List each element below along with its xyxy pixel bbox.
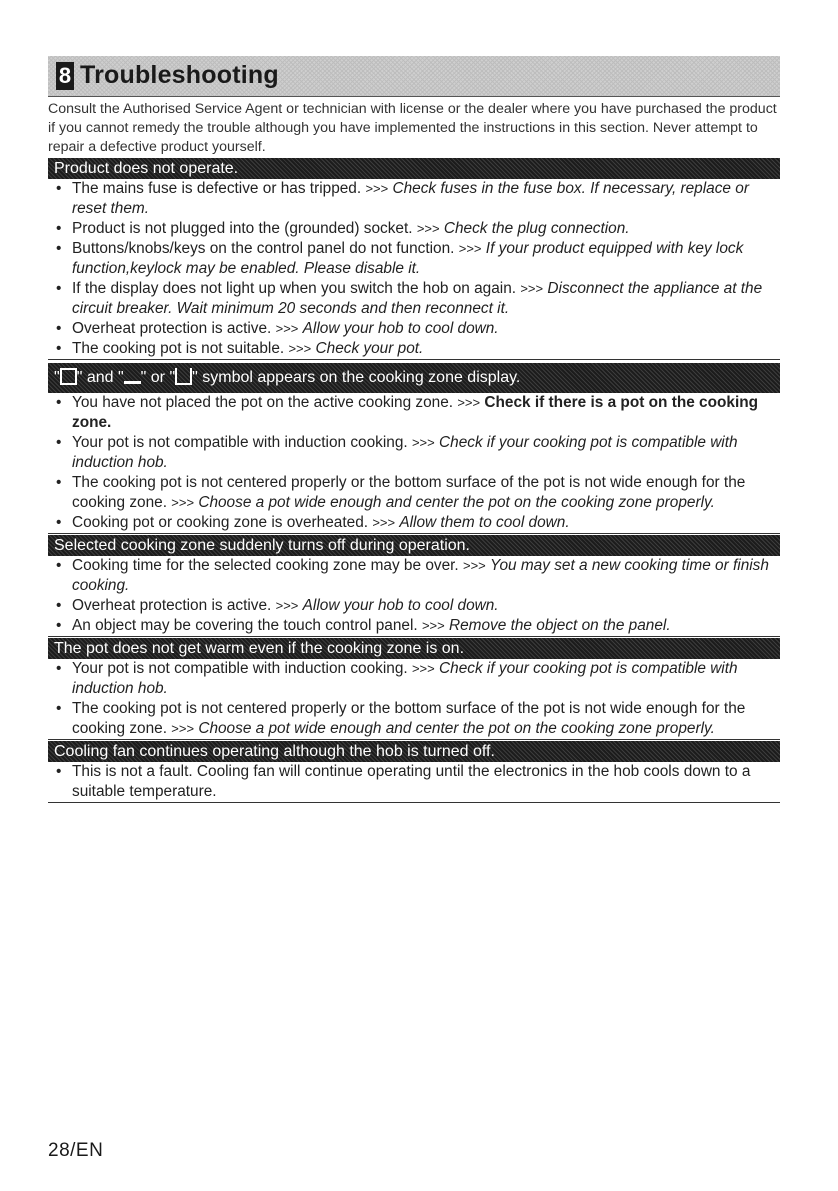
underscore-symbol-icon bbox=[124, 363, 141, 384]
section-title-pot-not-warm: The pot does not get warm even if the cooking zone is on. bbox=[48, 638, 780, 659]
u-symbol-icon bbox=[175, 368, 192, 385]
list-item: • The cooking pot is not suitable. >>> Check your pot. bbox=[56, 340, 424, 357]
page-number: 28/EN bbox=[48, 1140, 104, 1161]
section-title-product-not-operate: Product does not operate. bbox=[48, 158, 780, 179]
list-item: • Your pot is not compatible with induction cooking. >>> Check if your cooking pot is compatible with induction hob. bbox=[56, 660, 738, 697]
list-item: • The mains fuse is defective or has tripped. >>> Check fuses in the fuse box. If necessary, replace or reset them. bbox=[56, 180, 749, 217]
list-item: • Cooking time for the selected cooking zone may be over. >>> You may set a new cooking time or finish cooking. bbox=[56, 557, 769, 594]
list-item: • The cooking pot is not centered properly or the bottom surface of the pot is not wide enough for the cooking zone. >>> Choose a pot wide enough and center the pot on the cooking zone properly. bbox=[56, 700, 746, 737]
list-item: • If the display does not light up when you switch the hob on again. >>> Disconnect the appliance at the circuit breaker. Wait minimum 20 seconds and then reconnect it. bbox=[56, 280, 763, 317]
section-title-symbol-appears: " " and " " or " " symbol appears on the cooking zone display. bbox=[48, 363, 780, 393]
chapter-title-bar bbox=[48, 56, 780, 97]
list-item: • Overheat protection is active. >>> Allow your hob to cool down. bbox=[56, 597, 499, 614]
list-item: • Cooking pot or cooking zone is overheated. >>> Allow them to cool down. bbox=[56, 514, 570, 531]
list-item: • Your pot is not compatible with induction cooking. >>> Check if your cooking pot is compatible with induction hob. bbox=[56, 434, 738, 471]
list-item: • You have not placed the pot on the active cooking zone. >>> Check if there is a pot on the cooking zone. bbox=[56, 394, 759, 431]
intro-paragraph: Consult the Authorised Service Agent or technician with license or the dealer where you have purchased the product if you cannot remedy the trouble although you have implemented the instructions in this section. Never attempt to repair a defective product yourself. bbox=[48, 101, 777, 155]
chapter-number: 8 bbox=[56, 62, 74, 90]
chapter-title: Troubleshooting bbox=[80, 61, 279, 89]
section-list-symbol-appears bbox=[48, 393, 780, 534]
list-item: • Buttons/knobs/keys on the control panel do not function. >>> If your product equipped with key lock function,keylock may be enabled. Please disable it. bbox=[56, 240, 744, 277]
section-list-product-not-operate bbox=[48, 179, 780, 360]
section-title-zone-turns-off: Selected cooking zone suddenly turns off during operation. bbox=[48, 535, 780, 556]
section-list-pot-not-warm bbox=[48, 659, 780, 740]
list-item: • The cooking pot is not centered properly or the bottom surface of the pot is not wide enough for the cooking zone. >>> Choose a pot wide enough and center the pot on the cooking zone properly. bbox=[56, 474, 746, 511]
list-item: • This is not a fault. Cooling fan will continue operating until the electronics in the hob cools down to a suitable temperature. bbox=[56, 763, 751, 800]
troubleshooting-page bbox=[48, 56, 780, 803]
pot-missing-symbol-icon bbox=[60, 368, 77, 385]
section-list-zone-turns-off bbox=[48, 556, 780, 637]
list-item: • An object may be covering the touch control panel. >>> Remove the object on the panel. bbox=[56, 617, 671, 634]
list-item: • Overheat protection is active. >>> Allow your hob to cool down. bbox=[56, 320, 499, 337]
list-item: • Product is not plugged into the (grounded) socket. >>> Check the plug connection. bbox=[56, 220, 630, 237]
section-list-cooling-fan bbox=[48, 762, 780, 803]
section-title-cooling-fan: Cooling fan continues operating although the hob is turned off. bbox=[48, 741, 780, 762]
